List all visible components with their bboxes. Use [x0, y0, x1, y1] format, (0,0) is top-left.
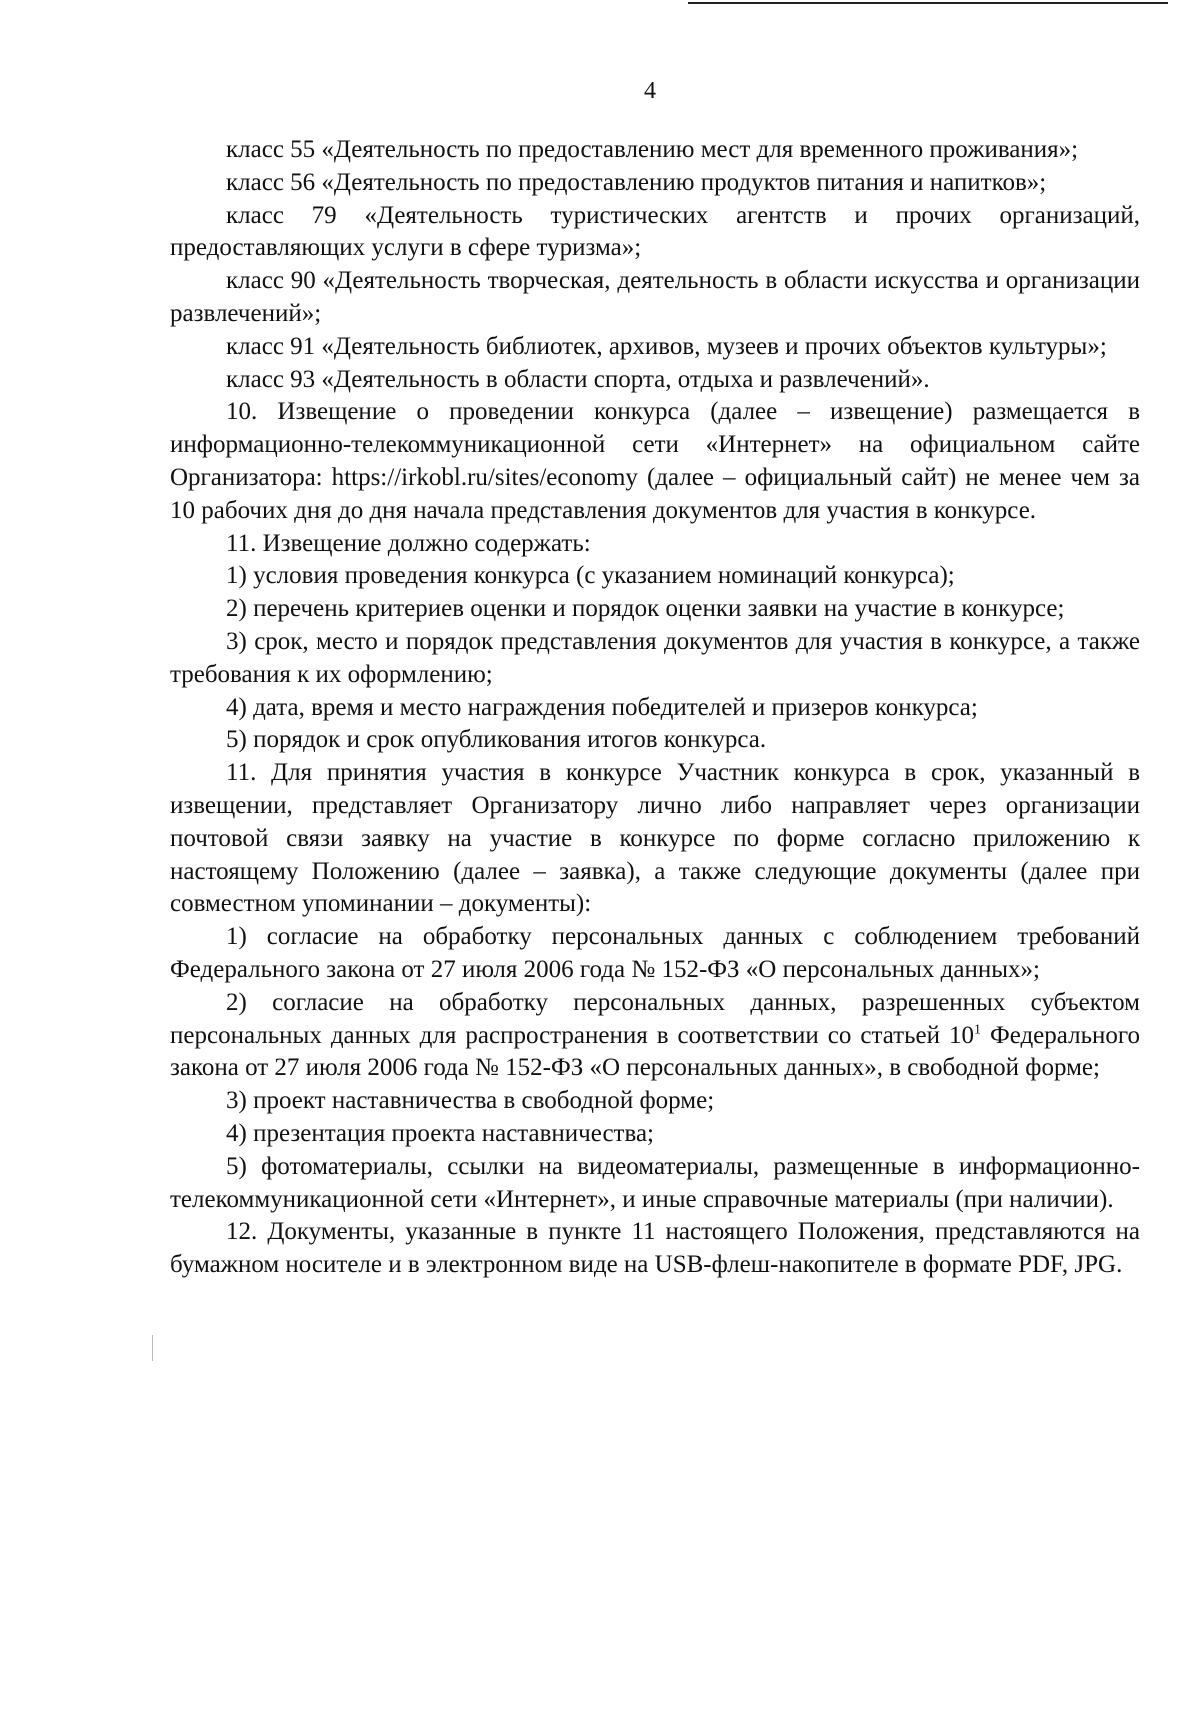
page-number: 4 [644, 78, 656, 104]
paragraph-11-item-4: 4) дата, время и место награждения победителей и призеров конкурса; [226, 693, 978, 721]
paragraph-class-93: класс 93 «Деятельность в области спорта, отдыха и развлечений». [226, 365, 930, 393]
paragraph-class-90: класс 90 «Деятельность творческая, деятельность в области искусства и организации развлечений»; [170, 267, 1140, 327]
paragraph-docs-item-5: 5) фотоматериалы, ссылки на видеоматериалы, размещенные в информационно-телекоммуникационной сети «Интернет», и иные справочные материалы (при наличии). [170, 1152, 1140, 1213]
paragraph-docs-item-2 [170, 987, 1140, 1085]
paragraph-class-79: класс 79 «Деятельность туристических агентств и прочих организаций, предоставляющих услуги в сфере туризма»; [170, 201, 1140, 262]
paragraph-docs-item-2-text-end: Федерального закона от 27 июля 2006 года № 152-ФЗ «О персональных данных», в свободной форме; [170, 1021, 1140, 1082]
paragraph-class-91: класс 91 «Деятельность библиотек, архивов, музеев и прочих объектов культуры»; [226, 332, 1107, 360]
document-body [170, 134, 1140, 1282]
paragraph-11-header: 11. Извещение должно содержать: [226, 529, 591, 557]
paragraph-class-55: класс 55 «Деятельность по предоставлению мест для временного проживания»; [226, 136, 1079, 163]
margin-mark [152, 1335, 153, 1361]
paragraph-11-item-1: 1) условия проведения конкурса (с указанием номинаций конкурса); [226, 562, 955, 590]
paragraph-docs-item-2-text: 2) согласие на обработку персональных данных, разрешенных субъектом персональных данных для распространения в соответствии со статьей 10 [170, 988, 1140, 1049]
paragraph-docs-item-3: 3) проект наставничества в свободной форме; [226, 1087, 715, 1115]
paragraph-11-participation: 11. Для принятия участия в конкурсе Участник конкурса в срок, указанный в извещении, представляет Организатору лично либо направляет через организации почтовой связи заявку на участие в конкурсе по форме согласно приложению к настоящему Положению (далее – заявка), а также следующие документы (далее при совместном упоминании – документы): [170, 759, 1140, 918]
paragraph-10: 10. Извещение о проведении конкурса (далее – извещение) размещается в информационно-телекоммуникационной сети «Интернет» на официальном сайте Организатора: https://irkobl.ru/sites/economy (далее – официальный сайт) не менее чем за 10 рабочих дня до дня начала представления документов для участия в конкурсе. [170, 398, 1140, 524]
superscript-article: 1 [973, 1022, 981, 1038]
paragraph-docs-item-4: 4) презентация проекта наставничества; [226, 1119, 655, 1147]
paragraph-11-item-3: 3) срок, место и порядок представления документов для участия в конкурсе, а также требования к их оформлению; [170, 627, 1140, 688]
paragraph-12: 12. Документы, указанные в пункте 11 настоящего Положения, представляются на бумажном носителе и в электронном виде на USB-флеш-накопителе в формате PDF, JPG. [170, 1218, 1140, 1279]
paragraph-11-item-2: 2) перечень критериев оценки и порядок оценки заявки на участие в конкурсе; [226, 595, 1065, 623]
paragraph-11-item-5: 5) порядок и срок опубликования итогов конкурса. [226, 726, 767, 754]
paragraph-class-56: класс 56 «Деятельность по предоставлению продуктов питания и напитков»; [226, 168, 1047, 196]
top-rule [688, 2, 1168, 4]
paragraph-docs-item-1: 1) согласие на обработку персональных данных с соблюдением требований Федерального закона от 27 июля 2006 года № 152-ФЗ «О персональных данных»; [170, 923, 1140, 983]
